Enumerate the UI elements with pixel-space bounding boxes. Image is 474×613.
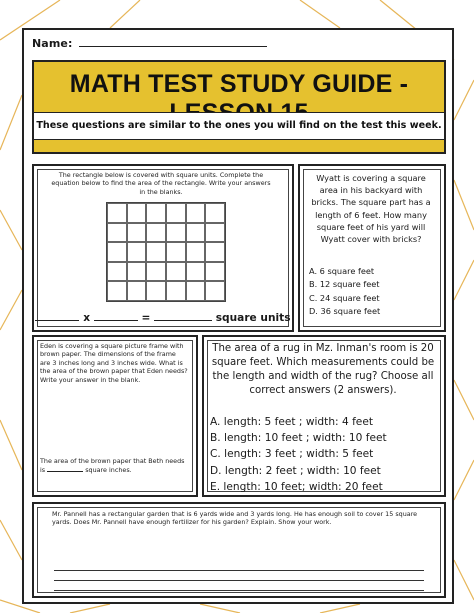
grid-cell — [166, 281, 186, 301]
name-blank[interactable] — [79, 37, 267, 47]
grid-cell — [186, 203, 206, 223]
choice-item[interactable]: E. length: 10 feet; width: 20 feet — [210, 480, 383, 493]
grid-cell — [166, 223, 186, 243]
grid-cell — [127, 262, 147, 282]
name-row — [32, 37, 267, 50]
question-3-text: Eden is covering a square picture frame with brown paper. The dimensions of the frame are 3 inches long and 3 inches wide. What is the area of the brown paper that Eden needs? Write your answer in the blank. — [40, 342, 188, 384]
choice-item[interactable]: C. 24 square feet — [309, 292, 380, 303]
choice-item[interactable]: A. length: 5 feet ; width: 4 feet — [210, 416, 373, 428]
header-banner — [32, 60, 446, 154]
page-subtitle: These questions are similar to the ones you will find on the test this week. — [36, 120, 442, 131]
equation-blank-3[interactable] — [154, 312, 212, 321]
grid-cell — [127, 223, 147, 243]
answer-suffix: square inches. — [85, 466, 132, 475]
worksheet-page — [22, 28, 454, 604]
area-equation — [34, 312, 292, 324]
choice-item[interactable]: D. 36 square feet — [309, 306, 381, 317]
answer-line[interactable] — [54, 580, 424, 581]
grid-cell — [127, 242, 147, 262]
answer-blank[interactable] — [47, 465, 83, 472]
question-3-card — [32, 335, 198, 497]
choice-item[interactable]: D. length: 2 feet ; width: 10 feet — [210, 464, 381, 477]
subtitle-band — [34, 112, 444, 140]
question-4-card — [202, 335, 446, 497]
grid-cell — [205, 262, 225, 282]
grid-cell — [186, 242, 206, 262]
grid-cell — [127, 281, 147, 301]
choice-item[interactable]: B. length: 10 feet ; width: 10 feet — [210, 432, 387, 445]
grid-cell — [107, 242, 127, 262]
question-2-card — [298, 164, 446, 332]
grid-cell — [146, 223, 166, 243]
question-3-answer-row — [40, 457, 188, 475]
grid-cell — [186, 262, 206, 282]
question-1-card — [32, 164, 294, 332]
question-5-text: Mr. Pannell has a rectangular garden that is 6 yards wide and 3 yards long. He has enough soil to cover 15 square yards. Does Mr. Pannell have enough fertilizer for his garden? Explain. Show your work. — [52, 510, 418, 527]
grid-cell — [146, 262, 166, 282]
grid-cell — [146, 203, 166, 223]
choice-item[interactable]: B. 12 square feet — [309, 279, 380, 290]
grid-cell — [127, 203, 147, 223]
choice-item[interactable]: C. length: 3 feet ; width: 5 feet — [210, 448, 374, 461]
answer-prefix: The area of the brown paper that Beth needs is — [40, 457, 185, 475]
grid-cell — [186, 223, 206, 243]
page-title: MATH TEST STUDY GUIDE - — [69, 70, 409, 98]
grid-cell — [166, 242, 186, 262]
answer-line[interactable] — [54, 570, 424, 571]
question-1-text: The rectangle below is covered with square units. Complete the equation below to find the area of the rectangle. Write your answers in the blanks. — [51, 171, 271, 196]
equals-sign: = — [141, 312, 151, 324]
equation-blank-1[interactable] — [35, 312, 79, 321]
unit-label: square units — [215, 312, 291, 324]
grid-cell — [205, 242, 225, 262]
choice-item[interactable]: A. 6 square feet — [309, 266, 375, 276]
grid-cell — [146, 242, 166, 262]
grid-cell — [107, 223, 127, 243]
grid-cell — [186, 281, 206, 301]
name-label: Name: — [32, 37, 73, 50]
grid-cell — [166, 262, 186, 282]
question-5-card — [32, 502, 446, 598]
question-2-text: Wyatt is covering a square area in his backyard with bricks. The square part has a length of 6 feet. How many square feet of his yard will Wyatt cover with bricks? — [311, 173, 431, 245]
grid-cell — [205, 281, 225, 301]
question-4-text: The area of a rug in Mz. Inman's room is 20 square feet. Which measurements could be the length and width of the rug? Choose all correct answers (2 answers). — [211, 343, 435, 396]
equation-blank-2[interactable] — [94, 312, 138, 321]
grid-cell — [205, 223, 225, 243]
grid-cell — [166, 203, 186, 223]
grid-cell — [146, 281, 166, 301]
question-4-choices — [210, 414, 387, 495]
grid-cell — [107, 281, 127, 301]
answer-line[interactable] — [54, 590, 424, 591]
times-sign: x — [83, 312, 91, 324]
grid-cell — [107, 262, 127, 282]
question-2-choices — [309, 265, 380, 319]
grid-cell — [107, 203, 127, 223]
grid-cell — [205, 203, 225, 223]
area-grid — [106, 202, 226, 302]
